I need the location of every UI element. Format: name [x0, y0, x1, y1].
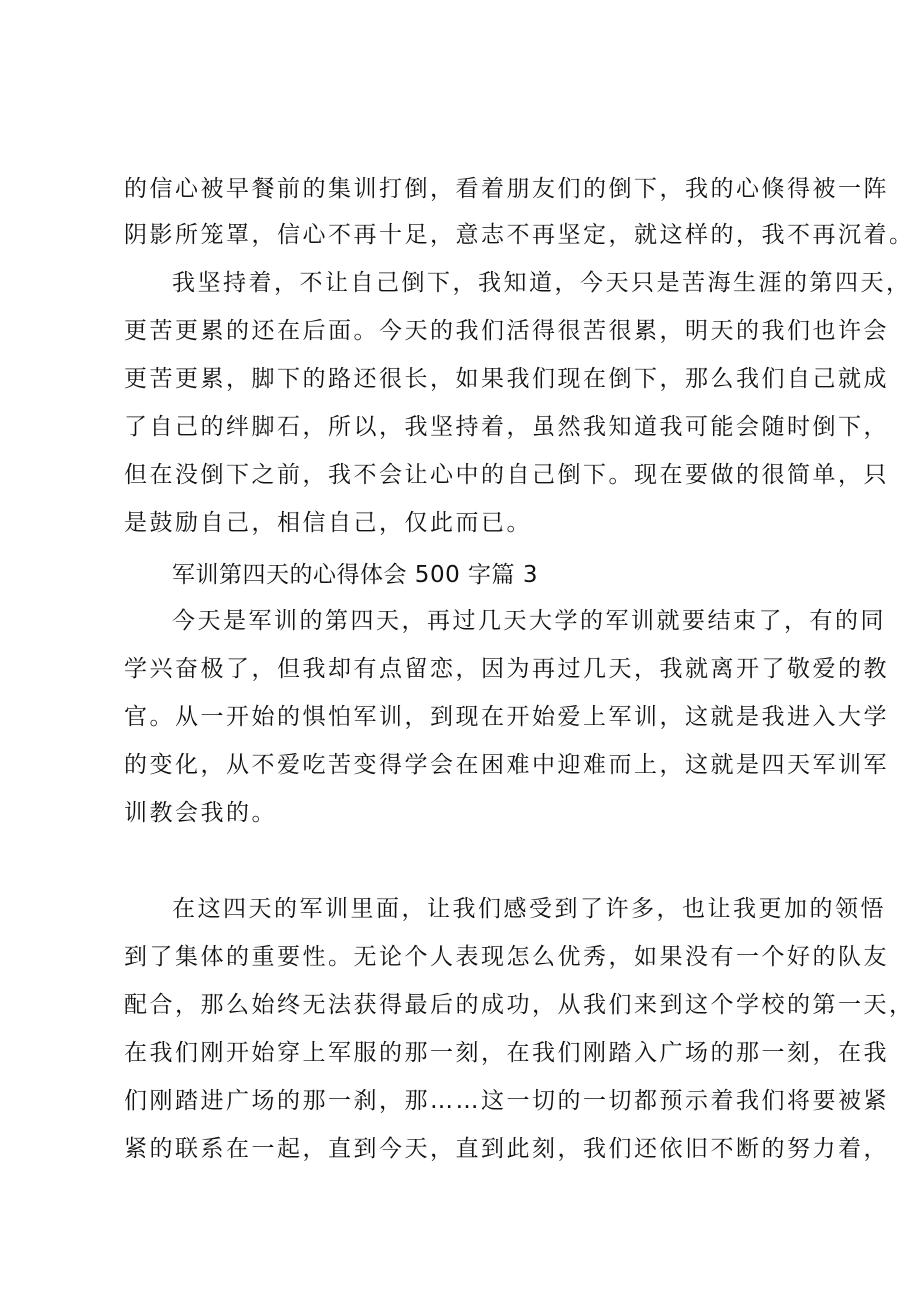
- paragraph-4-line-3: 配合，那么始终无法获得最后的成功，从我们来到这个学校的第一天，: [124, 992, 915, 1018]
- section-heading: 军训第四天的心得体会 500 字篇 3: [172, 562, 538, 588]
- paragraph-3-line-2: 学兴奋极了，但我却有点留恋，因为再过几天，我就离开了敬爱的教: [124, 656, 889, 682]
- paragraph-4-line-5: 们刚踏进广场的那一刹，那……这一切的一切都预示着我们将要被紧: [124, 1088, 889, 1114]
- paragraph-2-line-3: 更苦更累，脚下的路还很长，如果我们现在倒下，那么我们自己就成: [124, 366, 889, 392]
- paragraph-3-line-1: 今天是军训的第四天，再过几天大学的军训就要结束了，有的同: [172, 608, 886, 634]
- paragraph-2-line-1: 我坚持着，不让自己倒下，我知道，今天只是苦海生涯的第四天，: [172, 270, 912, 296]
- paragraph-4-line-4: 在我们刚开始穿上军服的那一刻，在我们刚踏入广场的那一刻，在我: [124, 1040, 889, 1066]
- paragraph-1-line-2: 阴影所笼罩，信心不再十足，意志不再坚定，就这样的，我不再沉着。: [124, 222, 915, 248]
- paragraph-4-line-1: 在这四天的军训里面，让我们感受到了许多，也让我更加的领悟: [172, 896, 886, 922]
- paragraph-1-line-1: 的信心被早餐前的集训打倒，看着朋友们的倒下，我的心倏得被一阵: [124, 176, 889, 202]
- paragraph-3-line-5: 训教会我的。: [124, 800, 277, 826]
- paragraph-2-line-2: 更苦更累的还在后面。今天的我们活得很苦很累，明天的我们也许会: [124, 318, 889, 344]
- paragraph-2-line-6: 是鼓励自己，相信自己，仅此而已。: [124, 510, 532, 536]
- paragraph-4-line-2: 到了集体的重要性。无论个人表现怎么优秀，如果没有一个好的队友: [124, 944, 889, 970]
- paragraph-2-line-4: 了自己的绊脚石，所以，我坚持着，虽然我知道我可能会随时倒下，: [124, 414, 889, 440]
- paragraph-3-line-3: 官。从一开始的惧怕军训，到现在开始爱上军训，这就是我进入大学: [124, 704, 889, 730]
- paragraph-3-line-4: 的变化，从不爱吃苦变得学会在困难中迎难而上，这就是四天军训军: [124, 752, 889, 778]
- paragraph-2-line-5: 但在没倒下之前，我不会让心中的自己倒下。现在要做的很简单，只: [124, 462, 889, 488]
- paragraph-4-line-6: 紧的联系在一起，直到今天，直到此刻，我们还依旧不断的努力着，: [124, 1136, 889, 1162]
